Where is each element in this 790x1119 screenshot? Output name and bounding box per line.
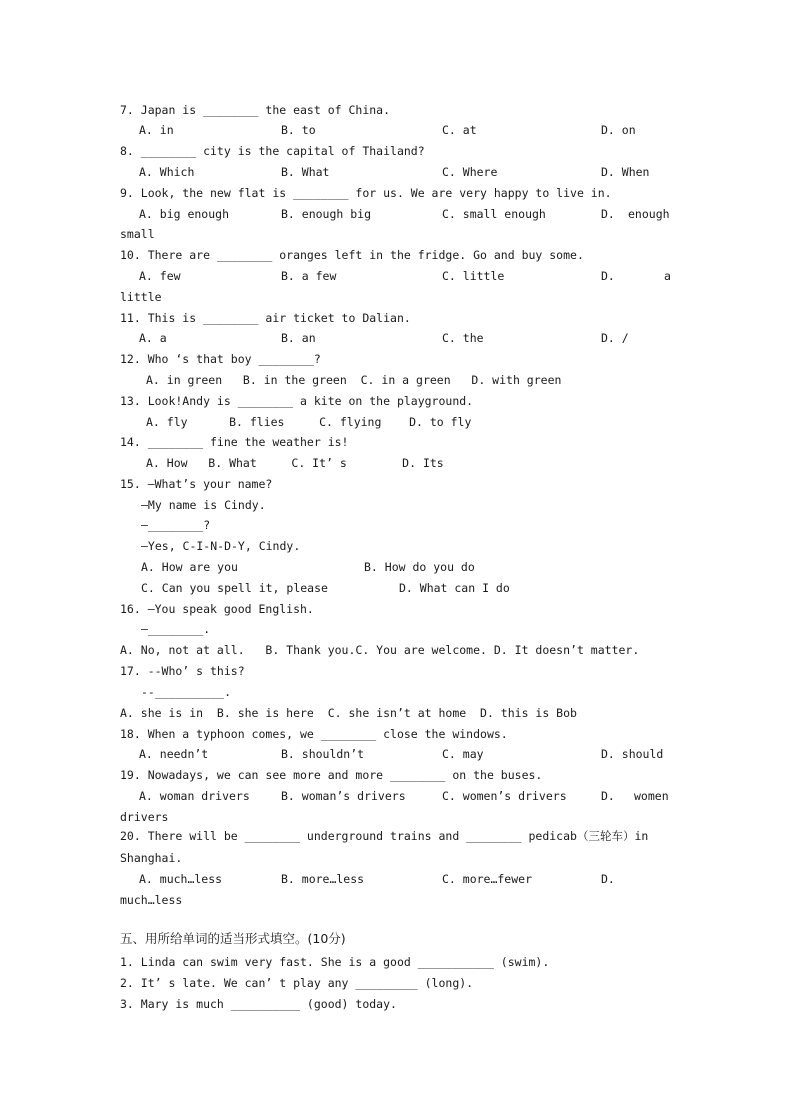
option-c: C. more…fewer: [442, 872, 533, 886]
fill-in-item-1: 1. Linda can swim very fast. She is a good ___________ (swim).: [120, 955, 550, 969]
fill-in-item-2: 2. It’ s late. We can’ t play any _________ (long).: [120, 976, 474, 990]
option-d: D. When: [601, 165, 650, 179]
option-d-text: a: [664, 269, 671, 283]
question-17: 17. --Who’ s this?: [120, 664, 245, 678]
question-10-option-wrap: little: [120, 290, 162, 304]
option-d: D. on: [601, 123, 636, 137]
question-16-dialogue-line: —________.: [141, 622, 211, 636]
question-13: 13. Look!Andy is ________ a kite on the playground.: [120, 394, 474, 408]
question-15-dialogue-line: —Yes, C-I-N-D-Y, Cindy.: [141, 539, 301, 553]
question-12-options: A. in green B. in the green C. in a green D. with green: [146, 373, 562, 387]
option-b: B. What: [281, 165, 330, 179]
question-20-wrap: Shanghai.: [120, 851, 183, 865]
option-b: B. How do you do: [364, 560, 475, 574]
option-a: A. How are you: [141, 560, 238, 574]
option-c: C. little: [442, 269, 505, 283]
question-9: 9. Look, the new flat is ________ for us. We are very happy to live in.: [120, 186, 612, 200]
option-c: C. Where: [442, 165, 498, 179]
option-b: B. woman’s drivers: [281, 789, 406, 803]
question-15-dialogue-line: —My name is Cindy.: [141, 498, 266, 512]
question-15-options-row-1: [120, 559, 675, 575]
option-b: B. a few: [281, 269, 337, 283]
question-15: 15. —What’s your name?: [120, 477, 273, 491]
option-d: D. /: [601, 331, 629, 345]
question-12: 12. Who ‘s that boy ________?: [120, 352, 321, 366]
option-a: A. Which: [139, 165, 195, 179]
question-10: 10. There are ________ oranges left in the fridge. Go and buy some.: [120, 248, 584, 262]
option-b: B. to: [281, 123, 316, 137]
question-11-options: [120, 330, 675, 346]
option-d-label: D.: [601, 872, 615, 886]
question-17-dialogue-line: --__________.: [141, 685, 232, 699]
option-c: C. the: [442, 331, 484, 345]
option-c: C. at: [442, 123, 477, 137]
question-18-options: [120, 746, 675, 762]
question-19-options: [120, 788, 675, 804]
option-a: A. needn’t: [139, 747, 209, 761]
question-8-options: [120, 164, 675, 180]
question-16: 16. —You speak good English.: [120, 602, 314, 616]
option-d-label: D.: [601, 789, 615, 803]
option-d-label: D.: [601, 207, 615, 221]
section-5-title: 五、用所给单词的适当形式填空。(10分): [120, 931, 346, 946]
option-c: C. Can you spell it, please: [141, 581, 328, 595]
option-d-label: D.: [601, 269, 615, 283]
fill-in-item-3: 3. Mary is much __________ (good) today.: [120, 997, 397, 1011]
question-11: 11. This is ________ air ticket to Dalian.: [120, 311, 411, 325]
question-14-options: A. How B. What C. It’ s D. Its: [146, 456, 444, 470]
question-9-options: [120, 206, 675, 222]
option-b: B. enough big: [281, 207, 372, 221]
option-c: C. small enough: [442, 207, 546, 221]
question-7: 7. Japan is ________ the east of China.: [120, 103, 391, 117]
question-20-option-wrap: much…less: [120, 893, 183, 907]
question-20-options: [120, 871, 675, 887]
option-a: A. few: [139, 269, 181, 283]
option-a: A. woman drivers: [139, 789, 250, 803]
question-18: 18. When a typhoon comes, we ________ close the windows.: [120, 727, 508, 741]
option-b: B. more…less: [281, 872, 365, 886]
question-17-options: A. she is in B. she is here C. she isn’t at home D. this is Bob: [120, 706, 577, 720]
question-9-option-wrap: small: [120, 227, 155, 241]
option-a: A. much…less: [139, 872, 223, 886]
question-19-option-wrap: drivers: [120, 810, 169, 824]
question-15-dialogue-line: —________?: [141, 518, 211, 532]
question-8: 8. ________ city is the capital of Thailand?: [120, 144, 425, 158]
option-a: A. in: [139, 123, 174, 137]
question-10-options: [120, 268, 675, 284]
question-20: 20. There will be ________ underground trains and ________ pedicab（三轮车）in: [120, 829, 649, 843]
option-d-text: women: [634, 789, 669, 803]
option-b: B. an: [281, 331, 316, 345]
option-a: A. a: [139, 331, 167, 345]
option-d: D. should: [601, 747, 664, 761]
question-16-options: A. No, not at all. B. Thank you.C. You are welcome. D. It doesn’t matter.: [120, 643, 640, 657]
question-14: 14. ________ fine the weather is!: [120, 435, 349, 449]
option-a: A. big enough: [139, 207, 230, 221]
question-19: 19. Nowadays, we can see more and more ________ on the buses.: [120, 768, 543, 782]
option-c: C. women’s drivers: [442, 789, 567, 803]
option-d-text: enough: [628, 207, 670, 221]
question-7-options: [120, 122, 675, 138]
option-b: B. shouldn’t: [281, 747, 365, 761]
question-13-options: A. fly B. flies C. flying D. to fly: [146, 415, 472, 429]
option-d: D. What can I do: [399, 581, 510, 595]
option-c: C. may: [442, 747, 484, 761]
question-15-options-row-2: [120, 580, 675, 596]
